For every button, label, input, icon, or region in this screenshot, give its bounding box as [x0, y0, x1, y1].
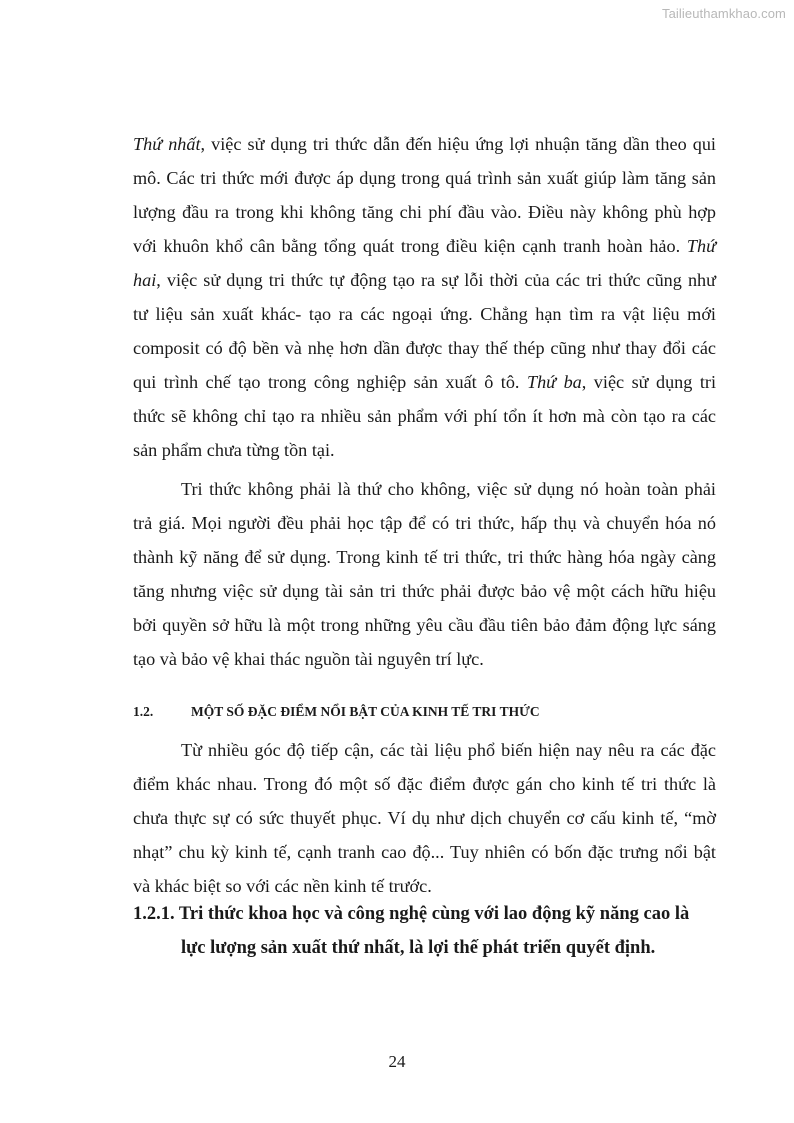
page-number: 24 [388, 1052, 406, 1071]
paragraph-line: hai, việc sử dụng tri thức tự động tạo ra sự lỗi thời của các tri thức cũng như [133, 270, 716, 290]
paragraph-line: Thứ nhất, việc sử dụng tri thức dẫn đến hiệu ứng lợi nhuận tăng dần theo qui [133, 134, 716, 154]
section-heading [133, 704, 540, 720]
emphasis-text: Thứ ba [526, 372, 582, 392]
paragraph-line: sản phẩm chưa từng tồn tại. [133, 440, 335, 460]
section-number: 1.2. [133, 704, 154, 719]
emphasis-text: Thứ nhất [133, 134, 201, 154]
subsection-heading-line-1: 1.2.1. Tri thức khoa học và công nghệ cùng với lao động kỹ năng cao là [133, 904, 690, 924]
section-title: MỘT SỐ ĐẶC ĐIỂM NỔI BẬT CỦA KINH TẾ TRI THỨC [191, 704, 540, 719]
paragraph-line: trả giá. Mọi người đều phải học tập để có tri thức, hấp thụ và chuyển hóa nó [133, 513, 716, 533]
subsection-heading-line-2: lực lượng sản xuất thứ nhất, là lợi thế phát triển quyết định. [181, 938, 656, 958]
paragraph-line: tư liệu sản xuất khác- tạo ra các ngoại ứng. Chẳng hạn tìm ra vật liệu mới [133, 304, 716, 324]
emphasis-text: hai [133, 270, 157, 290]
paragraph-line: chưa thực sự có sức thuyết phục. Ví dụ như dịch chuyển cơ cấu kinh tế, “mờ [133, 808, 716, 828]
paragraph-line: qui trình chế tạo trong công nghiệp sản xuất ô tô. Thứ ba, việc sử dụng tri [133, 372, 717, 392]
paragraph-line: nhạt” chu kỳ kinh tế, cạnh tranh cao độ... Tuy nhiên có bốn đặc trưng nổi bật [133, 842, 716, 862]
emphasis-text: Thứ [686, 236, 716, 256]
paragraph-line: composit có độ bền và nhẹ hơn dần được thay thế thép cũng như thay đổi các [133, 338, 716, 358]
paragraph-line: với khuôn khổ cân bằng tổng quát trong điều kiện cạnh tranh hoàn hảo. Thứ [133, 236, 716, 256]
paragraph-line: tạo và bảo vệ khai thác nguồn tài nguyên trí lực. [133, 649, 484, 669]
paragraph-line: Từ nhiều góc độ tiếp cận, các tài liệu phổ biến hiện nay nêu ra các đặc [181, 740, 716, 760]
paragraph-line: mô. Các tri thức mới được áp dụng trong quá trình sản xuất giúp làm tăng sản [133, 168, 716, 188]
paragraph-line: tăng nhưng việc sử dụng tài sản tri thức phải được bảo vệ một cách hữu hiệu [133, 581, 716, 601]
paragraph-line: Tri thức không phải là thứ cho không, việc sử dụng nó hoàn toàn phải [181, 479, 716, 499]
paragraph-line: và khác biệt so với các nền kinh tế trước. [133, 876, 432, 896]
watermark: Tailieuthamkhao.com [661, 6, 786, 21]
paragraph-line: điểm khác nhau. Trong đó một số đặc điểm được gán cho kinh tế tri thức là [133, 774, 716, 794]
paragraph-line: lượng đầu ra trong khi không tăng chi phí đầu vào. Điều này không phù hợp [133, 202, 716, 222]
paragraph-line: thành kỹ năng để sử dụng. Trong kinh tế tri thức, tri thức hàng hóa ngày càng [133, 547, 716, 567]
paragraph-line: thức sẽ không chỉ tạo ra nhiều sản phẩm với phí tổn ít hơn mà còn tạo ra các [133, 406, 716, 426]
paragraph-line: bởi quyền sở hữu là một trong những yêu cầu đầu tiên bảo đảm động lực sáng [133, 615, 716, 635]
